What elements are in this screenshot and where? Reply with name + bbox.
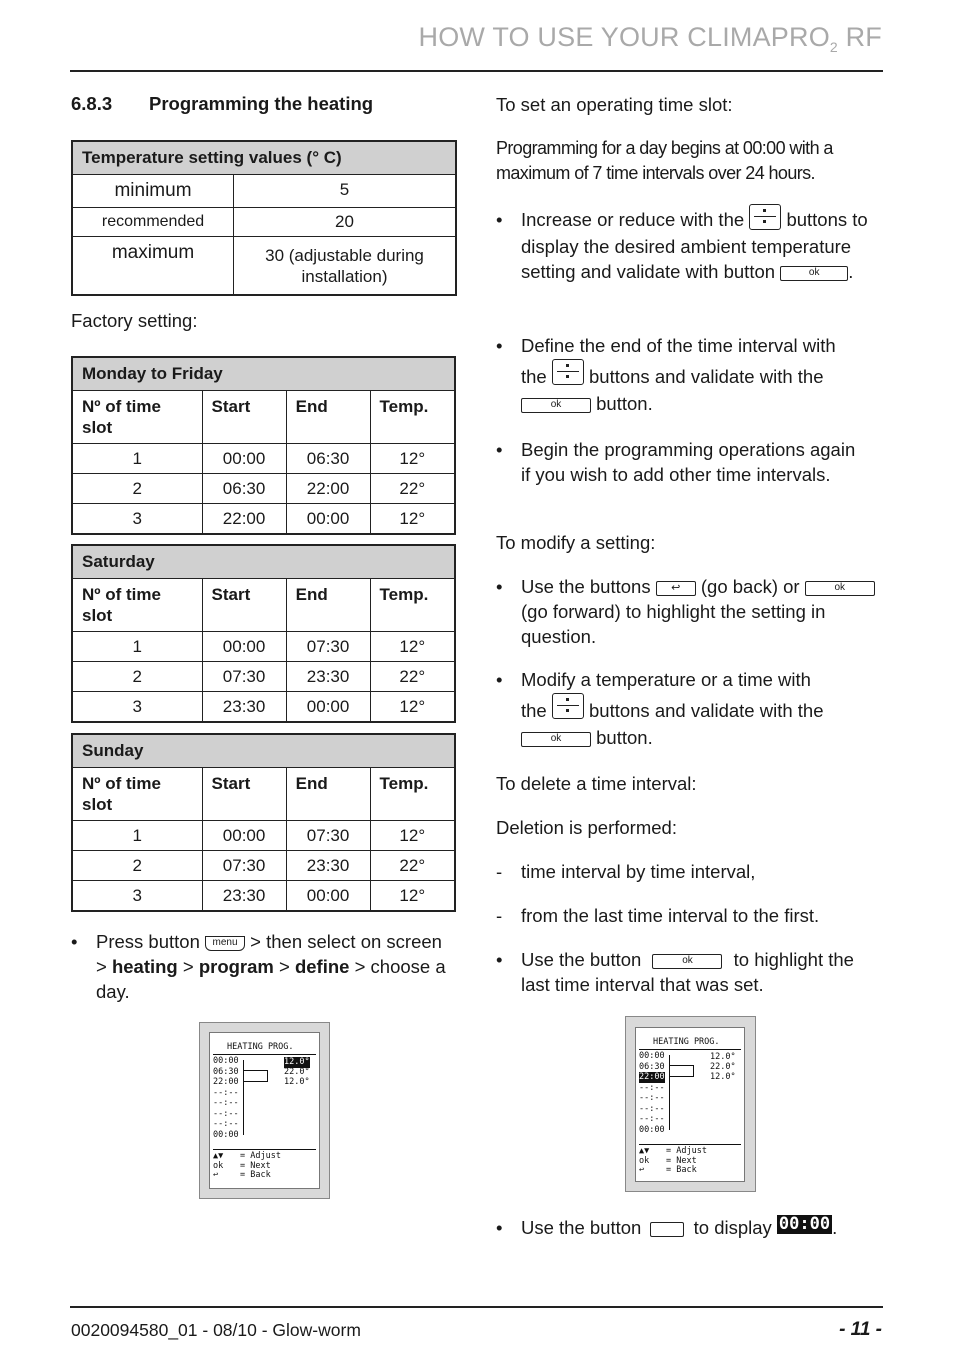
schedule-cell: 12° <box>370 692 455 723</box>
column-header: Nº of time slot <box>72 579 202 632</box>
screen-legend-key: ▲▼ <box>213 1151 224 1161</box>
menu-button-icon: menu <box>205 936 245 951</box>
column-header: Temp. <box>370 579 455 632</box>
screen-time: 00:00 <box>639 1051 665 1061</box>
screen-legend-key: ↩ <box>213 1170 219 1180</box>
up-down-buttons-icon <box>552 359 584 385</box>
schedule-cell: 22° <box>370 851 455 881</box>
screen-time: --:-- <box>213 1098 239 1108</box>
schedule-cell: 23:30 <box>202 881 286 912</box>
page-number: - 11 - <box>839 1319 882 1340</box>
footer-document-ref: 0020094580_01 - 08/10 - Glow-worm <box>71 1320 361 1340</box>
factory-setting-label: Factory setting: <box>71 310 198 331</box>
temp-value: 30 (adjustable during installation) <box>234 237 457 296</box>
schedule-cell: 22° <box>370 474 455 504</box>
column-header: End <box>286 768 370 821</box>
column-header: Start <box>202 391 286 444</box>
schedule-cell: 07:30 <box>202 662 286 692</box>
schedule-table <box>71 544 456 723</box>
display-button-icon <box>650 1222 684 1237</box>
screen-temp: 12.0° <box>710 1052 736 1062</box>
dash-item: - from the last time interval to the first. <box>496 905 820 926</box>
screen-divider <box>639 1049 741 1050</box>
screen-time: 06:30 <box>213 1066 239 1077</box>
bullet-display: • Use the button to display 00:00 . <box>496 1214 838 1238</box>
schedule-cell: 00:00 <box>286 504 370 535</box>
screen-legend-label: = Next <box>666 1155 697 1166</box>
screen-legend-key: ok <box>213 1160 224 1171</box>
screen-legend-key: ok <box>639 1155 650 1166</box>
schedule-cell: 23:30 <box>202 692 286 723</box>
schedule-cell: 3 <box>72 692 202 723</box>
temperature-table <box>71 140 457 296</box>
dash-item: - time interval by time interval, <box>496 861 756 882</box>
schedule-table <box>71 733 456 912</box>
screen-temp: 12.0° <box>284 1057 310 1067</box>
set-slot-heading: To set an operating time slot: <box>496 94 733 115</box>
screen-legend-key: ▲▼ <box>639 1146 650 1156</box>
delete-heading: To delete a time interval: <box>496 773 697 794</box>
column-header: End <box>286 391 370 444</box>
screen-legend-label: = Back <box>666 1165 697 1175</box>
temperature-table-header: Temperature setting values (° C) <box>72 141 456 175</box>
schedule-cell: 00:00 <box>202 632 286 662</box>
ok-button-icon: ok <box>652 954 722 969</box>
schedule-cell: 00:00 <box>202 444 286 474</box>
schedule-cell: 23:30 <box>286 662 370 692</box>
schedule-cell: 12° <box>370 881 455 912</box>
display-screenshot-1 <box>199 1022 330 1199</box>
temp-label: recommended <box>72 208 234 237</box>
screen-time: --:-- <box>639 1114 665 1124</box>
screen-time: 00:00 <box>639 1124 665 1135</box>
press-menu-bullet: • Press button menu > then select on screen > heating > program > define > choose a day. <box>71 931 446 1002</box>
schedule-cell: 07:30 <box>286 632 370 662</box>
bullet-use-buttons: • Use the buttons ↩ (go back) or ok (go forward) to highlight the setting in question. <box>496 574 881 654</box>
schedule-cell: 2 <box>72 474 202 504</box>
schedule-cell: 22:00 <box>202 504 286 535</box>
back-button-icon: ↩ <box>656 581 696 596</box>
schedule-cell: 22° <box>370 662 455 692</box>
screen-time: --:-- <box>639 1082 665 1093</box>
schedule-cell: 22:00 <box>286 474 370 504</box>
schedule-cell: 1 <box>72 821 202 851</box>
deletion-heading: Deletion is performed: <box>496 817 677 838</box>
column-header: Start <box>202 768 286 821</box>
schedule-cell: 06:30 <box>202 474 286 504</box>
schedule-cell: 00:00 <box>202 821 286 851</box>
schedule-cell: 3 <box>72 504 202 535</box>
schedule-cell: 07:30 <box>202 851 286 881</box>
schedule-day: Sunday <box>72 734 455 768</box>
schedule-cell: 12° <box>370 444 455 474</box>
screen-temp: 22.0° <box>284 1067 310 1077</box>
temp-label: maximum <box>72 237 234 296</box>
schedule-day: Monday to Friday <box>72 357 455 391</box>
footer-rule <box>70 1306 883 1308</box>
schedule-cell: 3 <box>72 881 202 912</box>
schedule-cell: 12° <box>370 821 455 851</box>
temp-value: 20 <box>234 208 457 237</box>
screen-time: --:-- <box>213 1108 239 1119</box>
screen-step <box>243 1070 268 1082</box>
bullet-define-end: • Define the end of the time interval with the buttons and validate with the ok button. <box>496 335 836 415</box>
screen-time: 00:00 <box>213 1129 239 1140</box>
screen-temp: 22.0° <box>710 1062 736 1072</box>
bullet-modify-temp: • Modify a temperature or a time with the buttons and validate with the ok button. <box>496 669 824 749</box>
header-title: HOW TO USE YOUR $CLIMAPRO_2$ RF <box>418 22 882 55</box>
display-screenshot-2 <box>625 1016 756 1192</box>
programming-intro: Programming for a day begins at 00:00 with a maximum of 7 time intervals over 24 hours. <box>496 138 833 183</box>
schedule-cell: 12° <box>370 632 455 662</box>
schedule-cell: 06:30 <box>286 444 370 474</box>
section-number: 6.8.3 <box>71 93 113 114</box>
bullet-highlight-last: • Use the button ok to highlight the last time interval that was set. <box>496 949 854 995</box>
screen-time: --:-- <box>639 1103 665 1114</box>
screen-legend-label: = Adjust <box>666 1146 707 1156</box>
schedule-cell: 2 <box>72 662 202 692</box>
column-header: Nº of time slot <box>72 768 202 821</box>
up-down-buttons-icon <box>552 693 584 719</box>
screen-temp: 12.0° <box>710 1072 736 1082</box>
ok-button-icon: ok <box>521 398 591 413</box>
schedule-cell: 1 <box>72 444 202 474</box>
screen-time: --:-- <box>213 1087 239 1098</box>
screen-legend-key: ↩ <box>639 1165 645 1175</box>
lcd-time-readout: 00:00 <box>778 1214 831 1234</box>
screen-legend-label: = Back <box>240 1170 271 1180</box>
temp-label: minimum <box>72 175 234 208</box>
screen-divider <box>639 1144 741 1145</box>
modify-heading: To modify a setting: <box>496 532 656 553</box>
schedule-cell: 1 <box>72 632 202 662</box>
schedule-cell: 2 <box>72 851 202 881</box>
schedule-cell: 00:00 <box>286 881 370 912</box>
screen-time: 22:00 <box>213 1077 239 1087</box>
screen-legend-label: = Next <box>240 1160 271 1171</box>
screen-step <box>669 1065 694 1077</box>
header-rule <box>70 70 883 72</box>
screen-time: 06:30 <box>639 1061 665 1072</box>
temp-value: 5 <box>234 175 457 208</box>
ok-button-icon: ok <box>780 266 848 281</box>
screen-divider <box>213 1054 316 1055</box>
section-title: Programming the heating <box>149 93 374 114</box>
screen-title: HEATING PROG. <box>653 1037 720 1047</box>
schedule-table <box>71 356 456 535</box>
column-header: Temp. <box>370 391 455 444</box>
screen-time: --:-- <box>213 1119 239 1129</box>
schedule-cell: 12° <box>370 504 455 535</box>
ok-button-icon: ok <box>521 732 591 747</box>
screen-time: 22:00 <box>639 1072 665 1082</box>
schedule-cell: 07:30 <box>286 821 370 851</box>
schedule-day: Saturday <box>72 545 455 579</box>
column-header: Start <box>202 579 286 632</box>
screen-title: HEATING PROG. <box>227 1042 294 1052</box>
screen-temp: 12.0° <box>284 1077 310 1087</box>
screen-divider <box>213 1149 316 1150</box>
screen-time: 00:00 <box>213 1056 239 1066</box>
schedule-cell: 23:30 <box>286 851 370 881</box>
column-header: End <box>286 579 370 632</box>
bullet-increase-reduce: • Increase or reduce with the buttons to display the desired ambient temperature setting and validate with button ok . <box>496 207 881 317</box>
column-header: Temp. <box>370 768 455 821</box>
schedule-cell: 00:00 <box>286 692 370 723</box>
column-header: Nº of time slot <box>72 391 202 444</box>
bullet-begin-again: • Begin the programming operations again if you wish to add other time intervals. <box>496 439 856 485</box>
screen-legend-label: = Adjust <box>240 1151 281 1161</box>
screen-time: --:-- <box>639 1093 665 1103</box>
ok-button-icon: ok <box>805 581 875 596</box>
up-down-buttons-icon <box>749 204 781 230</box>
